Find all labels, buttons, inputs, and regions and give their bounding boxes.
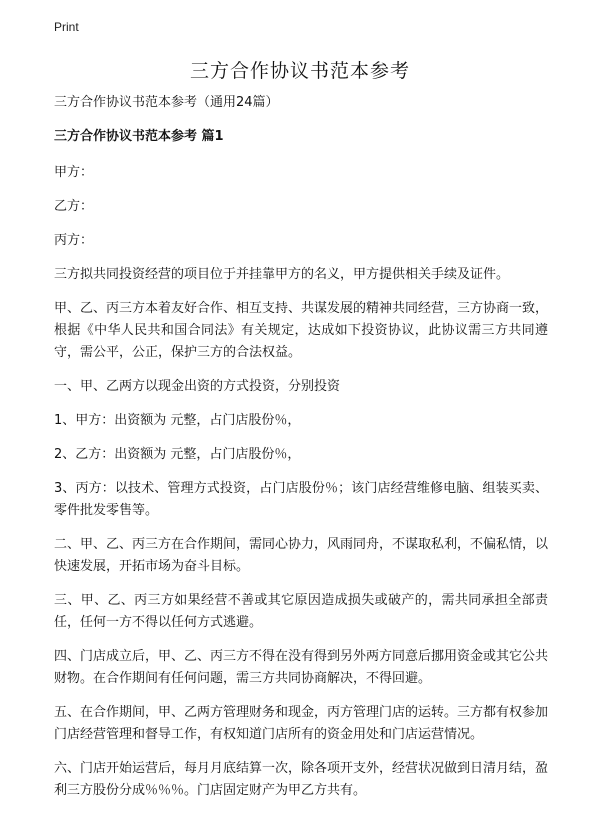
document-body [54, 92, 548, 814]
page-title: 三方合作协议书范本参考 [189, 60, 410, 82]
paragraph: 二、甲、乙、丙三方在合作期间，需同心协力，风雨同舟，不谋取私利，不偏私情，以快速发展，开拓市场为奋斗目标。 [54, 537, 549, 574]
paragraph: 四、门店成立后，甲、乙、丙三方不得在没有得到另外两方同意后挪用资金或其它公共财物。在合作期间有任何问题，需三方共同协商解决，不得回避。 [54, 649, 549, 686]
document-subtitle: 三方合作协议书范本参考（通用24篇） [54, 95, 279, 110]
party-a-field: 甲方： [54, 165, 94, 180]
print-link[interactable]: Print [54, 20, 79, 34]
section-heading: 三方合作协议书范本参考 篇1 [54, 129, 224, 144]
paragraph: 三方拟共同投资经营的项目位于并挂靠甲方的名义，甲方提供相关手续及证件。 [54, 267, 510, 282]
party-b-field: 乙方： [54, 199, 94, 214]
paragraph: 一、甲、乙两方以现金出资的方式投资，分别投资 [54, 379, 341, 394]
party-c-field: 丙方： [54, 233, 94, 248]
paragraph: 2、乙方：出资额为 元整，占门店股份％， [54, 447, 301, 462]
paragraph: 五、在合作期间，甲、乙两方管理财务和现金，丙方管理门店的运转。三方都有权参加门店经营管理和督导工作，有权知道门店所有的资金用处和门店运营情况。 [54, 705, 549, 742]
paragraph: 三、甲、乙、丙三方如果经营不善或其它原因造成损失或破产的，需共同承担全部责任，任何一方不得以任何方式逃避。 [54, 593, 548, 630]
paragraph: 六、门店开始运营后，每月月底结算一次，除各项开支外，经营状况做到日清月结，盈利三方股份分成％％％。门店固定财产为甲乙方共有。 [54, 761, 549, 798]
paragraph: 1、甲方：出资额为 元整，占门店股份％， [54, 413, 301, 428]
paragraph: 3、丙方：以技术、管理方式投资，占门店股份％；该门店经营维修电脑、组装买卖、零件批发零售等。 [54, 481, 548, 518]
paragraph: 甲、乙、丙三方本着友好合作、相互支持、共谋发展的精神共同经营，三方协商一致，根据《中华人民共和国合同法》有关规定，达成如下投资协议，此协议需三方共同遵守，需公平，公正，保护三方的合法权益。 [54, 301, 549, 360]
